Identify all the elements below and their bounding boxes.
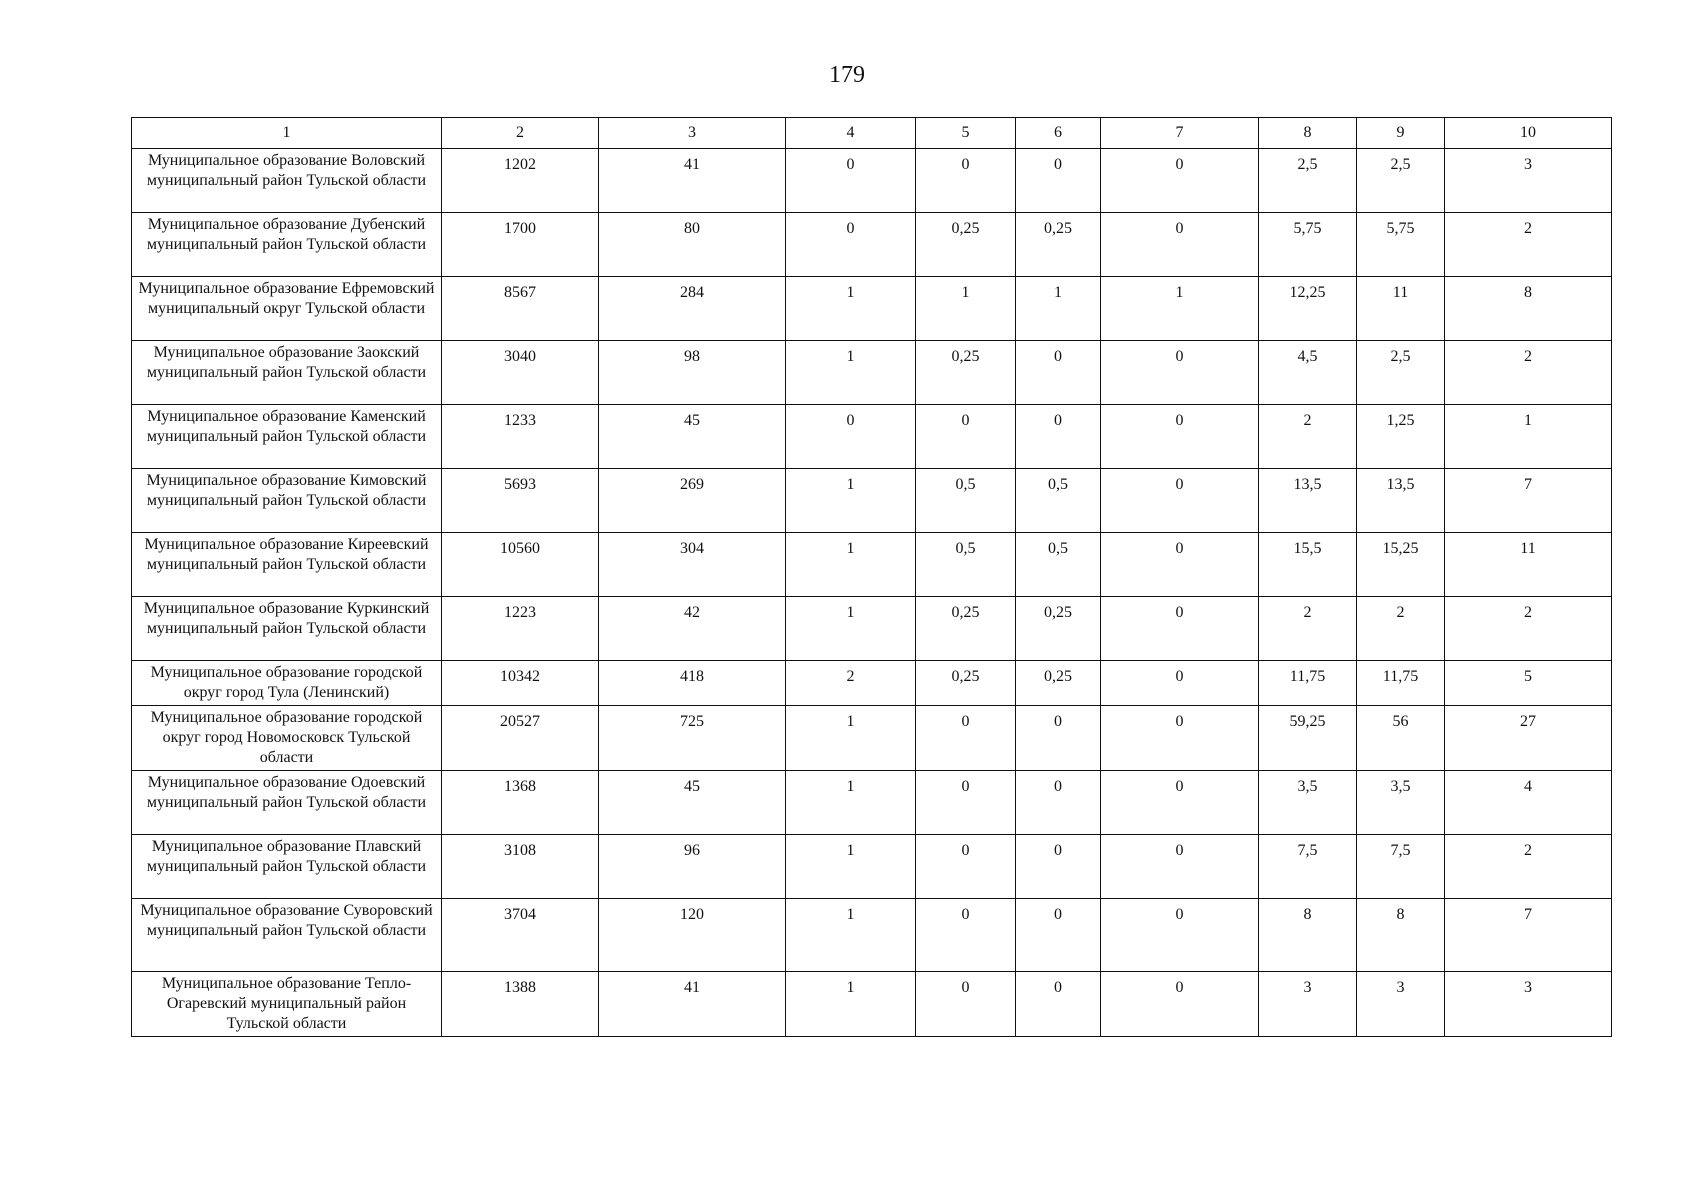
value-cell-col-10: 7 — [1445, 899, 1612, 972]
value-cell-col-5: 0 — [916, 149, 1016, 213]
column-header-8: 8 — [1259, 118, 1357, 149]
municipality-name-cell: Муниципальное образование городской округ город Тула (Ленинский) — [132, 661, 442, 706]
column-header-4: 4 — [786, 118, 916, 149]
municipality-name-cell: Муниципальное образование Одоевский муниципальный район Тульской области — [132, 771, 442, 835]
data-table — [131, 117, 1612, 1037]
value-cell-col-7: 0 — [1101, 533, 1259, 597]
value-cell-col-10: 2 — [1445, 213, 1612, 277]
value-cell-col-10: 8 — [1445, 277, 1612, 341]
column-header-7: 7 — [1101, 118, 1259, 149]
value-cell-col-10: 2 — [1445, 835, 1612, 899]
value-cell-col-6: 0,5 — [1016, 469, 1101, 533]
table-row — [132, 469, 1612, 533]
page-number: 179 — [829, 62, 865, 88]
value-cell-col-8: 15,5 — [1259, 533, 1357, 597]
table-row — [132, 277, 1612, 341]
value-cell-col-8: 7,5 — [1259, 835, 1357, 899]
value-cell-col-2: 10560 — [442, 533, 599, 597]
value-cell-col-6: 0 — [1016, 405, 1101, 469]
value-cell-col-10: 2 — [1445, 341, 1612, 405]
municipality-name-cell: Муниципальное образование Воловский муниципальный район Тульской области — [132, 149, 442, 213]
column-header-10: 10 — [1445, 118, 1612, 149]
value-cell-col-9: 2 — [1357, 597, 1445, 661]
value-cell-col-3: 284 — [599, 277, 786, 341]
value-cell-col-9: 7,5 — [1357, 835, 1445, 899]
value-cell-col-7: 0 — [1101, 835, 1259, 899]
value-cell-col-7: 0 — [1101, 469, 1259, 533]
value-cell-col-7: 0 — [1101, 149, 1259, 213]
value-cell-col-6: 0 — [1016, 771, 1101, 835]
value-cell-col-5: 0 — [916, 972, 1016, 1037]
value-cell-col-4: 1 — [786, 835, 916, 899]
value-cell-col-7: 0 — [1101, 213, 1259, 277]
value-cell-col-5: 0,5 — [916, 533, 1016, 597]
value-cell-col-3: 41 — [599, 972, 786, 1037]
value-cell-col-2: 5693 — [442, 469, 599, 533]
value-cell-col-6: 0 — [1016, 341, 1101, 405]
municipality-name-cell: Муниципальное образование Дубенский муниципальный район Тульской области — [132, 213, 442, 277]
table-body — [132, 149, 1612, 1037]
value-cell-col-9: 13,5 — [1357, 469, 1445, 533]
value-cell-col-9: 56 — [1357, 706, 1445, 771]
municipality-name-cell: Муниципальное образование Киреевский муниципальный район Тульской области — [132, 533, 442, 597]
value-cell-col-7: 0 — [1101, 899, 1259, 972]
value-cell-col-2: 3108 — [442, 835, 599, 899]
table-row — [132, 533, 1612, 597]
value-cell-col-2: 1368 — [442, 771, 599, 835]
table-row — [132, 706, 1612, 771]
column-header-2: 2 — [442, 118, 599, 149]
value-cell-col-8: 2 — [1259, 405, 1357, 469]
table-row — [132, 597, 1612, 661]
column-header-1: 1 — [132, 118, 442, 149]
value-cell-col-7: 0 — [1101, 341, 1259, 405]
table-row — [132, 405, 1612, 469]
value-cell-col-6: 0,5 — [1016, 533, 1101, 597]
value-cell-col-4: 0 — [786, 405, 916, 469]
table-row — [132, 771, 1612, 835]
municipality-name-cell: Муниципальное образование Заокский муниципальный район Тульской области — [132, 341, 442, 405]
value-cell-col-7: 0 — [1101, 706, 1259, 771]
value-cell-col-6: 1 — [1016, 277, 1101, 341]
municipality-name-cell: Муниципальное образование Каменский муниципальный район Тульской области — [132, 405, 442, 469]
value-cell-col-4: 0 — [786, 149, 916, 213]
value-cell-col-2: 1233 — [442, 405, 599, 469]
value-cell-col-9: 1,25 — [1357, 405, 1445, 469]
value-cell-col-5: 0,25 — [916, 597, 1016, 661]
value-cell-col-5: 0 — [916, 706, 1016, 771]
value-cell-col-6: 0,25 — [1016, 597, 1101, 661]
value-cell-col-7: 0 — [1101, 972, 1259, 1037]
value-cell-col-4: 0 — [786, 213, 916, 277]
value-cell-col-6: 0 — [1016, 149, 1101, 213]
value-cell-col-9: 2,5 — [1357, 341, 1445, 405]
column-header-9: 9 — [1357, 118, 1445, 149]
value-cell-col-6: 0,25 — [1016, 213, 1101, 277]
column-header-3: 3 — [599, 118, 786, 149]
table-row — [132, 899, 1612, 972]
value-cell-col-3: 42 — [599, 597, 786, 661]
value-cell-col-8: 13,5 — [1259, 469, 1357, 533]
value-cell-col-4: 1 — [786, 597, 916, 661]
municipality-name-cell: Муниципальное образование Ефремовский муниципальный округ Тульской области — [132, 277, 442, 341]
value-cell-col-6: 0 — [1016, 899, 1101, 972]
value-cell-col-8: 4,5 — [1259, 341, 1357, 405]
value-cell-col-3: 418 — [599, 661, 786, 706]
value-cell-col-2: 1223 — [442, 597, 599, 661]
value-cell-col-10: 5 — [1445, 661, 1612, 706]
value-cell-col-6: 0 — [1016, 706, 1101, 771]
table-row — [132, 213, 1612, 277]
value-cell-col-2: 1202 — [442, 149, 599, 213]
value-cell-col-10: 3 — [1445, 149, 1612, 213]
value-cell-col-7: 0 — [1101, 661, 1259, 706]
municipality-name-cell: Муниципальное образование городской округ город Новомосковск Тульской области — [132, 706, 442, 771]
value-cell-col-8: 3,5 — [1259, 771, 1357, 835]
value-cell-col-9: 11 — [1357, 277, 1445, 341]
value-cell-col-10: 2 — [1445, 597, 1612, 661]
value-cell-col-8: 12,25 — [1259, 277, 1357, 341]
municipality-name-cell: Муниципальное образование Плавский муниципальный район Тульской области — [132, 835, 442, 899]
table-row — [132, 341, 1612, 405]
value-cell-col-7: 0 — [1101, 597, 1259, 661]
value-cell-col-7: 0 — [1101, 771, 1259, 835]
value-cell-col-6: 0 — [1016, 972, 1101, 1037]
table-row — [132, 835, 1612, 899]
value-cell-col-10: 4 — [1445, 771, 1612, 835]
value-cell-col-8: 3 — [1259, 972, 1357, 1037]
value-cell-col-3: 80 — [599, 213, 786, 277]
value-cell-col-4: 1 — [786, 277, 916, 341]
value-cell-col-6: 0 — [1016, 835, 1101, 899]
municipality-name-cell: Муниципальное образование Суворовский муниципальный район Тульской области — [132, 899, 442, 972]
value-cell-col-9: 11,75 — [1357, 661, 1445, 706]
value-cell-col-5: 0,25 — [916, 341, 1016, 405]
column-header-6: 6 — [1016, 118, 1101, 149]
municipality-name-cell: Муниципальное образование Кимовский муниципальный район Тульской области — [132, 469, 442, 533]
column-header-5: 5 — [916, 118, 1016, 149]
value-cell-col-2: 10342 — [442, 661, 599, 706]
value-cell-col-5: 1 — [916, 277, 1016, 341]
value-cell-col-9: 2,5 — [1357, 149, 1445, 213]
value-cell-col-5: 0 — [916, 835, 1016, 899]
table-header — [132, 118, 1612, 149]
value-cell-col-6: 0,25 — [1016, 661, 1101, 706]
value-cell-col-5: 0,5 — [916, 469, 1016, 533]
value-cell-col-8: 59,25 — [1259, 706, 1357, 771]
value-cell-col-3: 269 — [599, 469, 786, 533]
value-cell-col-5: 0 — [916, 771, 1016, 835]
value-cell-col-2: 8567 — [442, 277, 599, 341]
municipality-name-cell: Муниципальное образование Тепло-Огаревский муниципальный район Тульской области — [132, 972, 442, 1037]
value-cell-col-8: 2,5 — [1259, 149, 1357, 213]
value-cell-col-8: 8 — [1259, 899, 1357, 972]
value-cell-col-10: 27 — [1445, 706, 1612, 771]
value-cell-col-3: 120 — [599, 899, 786, 972]
value-cell-col-10: 7 — [1445, 469, 1612, 533]
municipality-name-cell: Муниципальное образование Куркинский муниципальный район Тульской области — [132, 597, 442, 661]
value-cell-col-8: 5,75 — [1259, 213, 1357, 277]
value-cell-col-5: 0,25 — [916, 213, 1016, 277]
value-cell-col-7: 0 — [1101, 405, 1259, 469]
table-row — [132, 972, 1612, 1037]
value-cell-col-4: 2 — [786, 661, 916, 706]
value-cell-col-5: 0 — [916, 405, 1016, 469]
value-cell-col-5: 0,25 — [916, 661, 1016, 706]
value-cell-col-3: 725 — [599, 706, 786, 771]
value-cell-col-2: 20527 — [442, 706, 599, 771]
value-cell-col-9: 8 — [1357, 899, 1445, 972]
value-cell-col-9: 15,25 — [1357, 533, 1445, 597]
value-cell-col-4: 1 — [786, 899, 916, 972]
value-cell-col-4: 1 — [786, 771, 916, 835]
value-cell-col-8: 11,75 — [1259, 661, 1357, 706]
value-cell-col-5: 0 — [916, 899, 1016, 972]
header-row — [132, 118, 1612, 149]
value-cell-col-2: 1388 — [442, 972, 599, 1037]
value-cell-col-10: 11 — [1445, 533, 1612, 597]
value-cell-col-3: 45 — [599, 771, 786, 835]
value-cell-col-2: 1700 — [442, 213, 599, 277]
table-row — [132, 149, 1612, 213]
value-cell-col-9: 3,5 — [1357, 771, 1445, 835]
value-cell-col-4: 1 — [786, 706, 916, 771]
value-cell-col-7: 1 — [1101, 277, 1259, 341]
value-cell-col-3: 98 — [599, 341, 786, 405]
value-cell-col-3: 96 — [599, 835, 786, 899]
value-cell-col-4: 1 — [786, 972, 916, 1037]
value-cell-col-9: 5,75 — [1357, 213, 1445, 277]
value-cell-col-10: 1 — [1445, 405, 1612, 469]
value-cell-col-3: 304 — [599, 533, 786, 597]
value-cell-col-2: 3704 — [442, 899, 599, 972]
value-cell-col-3: 45 — [599, 405, 786, 469]
value-cell-col-9: 3 — [1357, 972, 1445, 1037]
value-cell-col-3: 41 — [599, 149, 786, 213]
value-cell-col-10: 3 — [1445, 972, 1612, 1037]
value-cell-col-4: 1 — [786, 341, 916, 405]
value-cell-col-4: 1 — [786, 533, 916, 597]
table-row — [132, 661, 1612, 706]
value-cell-col-4: 1 — [786, 469, 916, 533]
value-cell-col-2: 3040 — [442, 341, 599, 405]
value-cell-col-8: 2 — [1259, 597, 1357, 661]
